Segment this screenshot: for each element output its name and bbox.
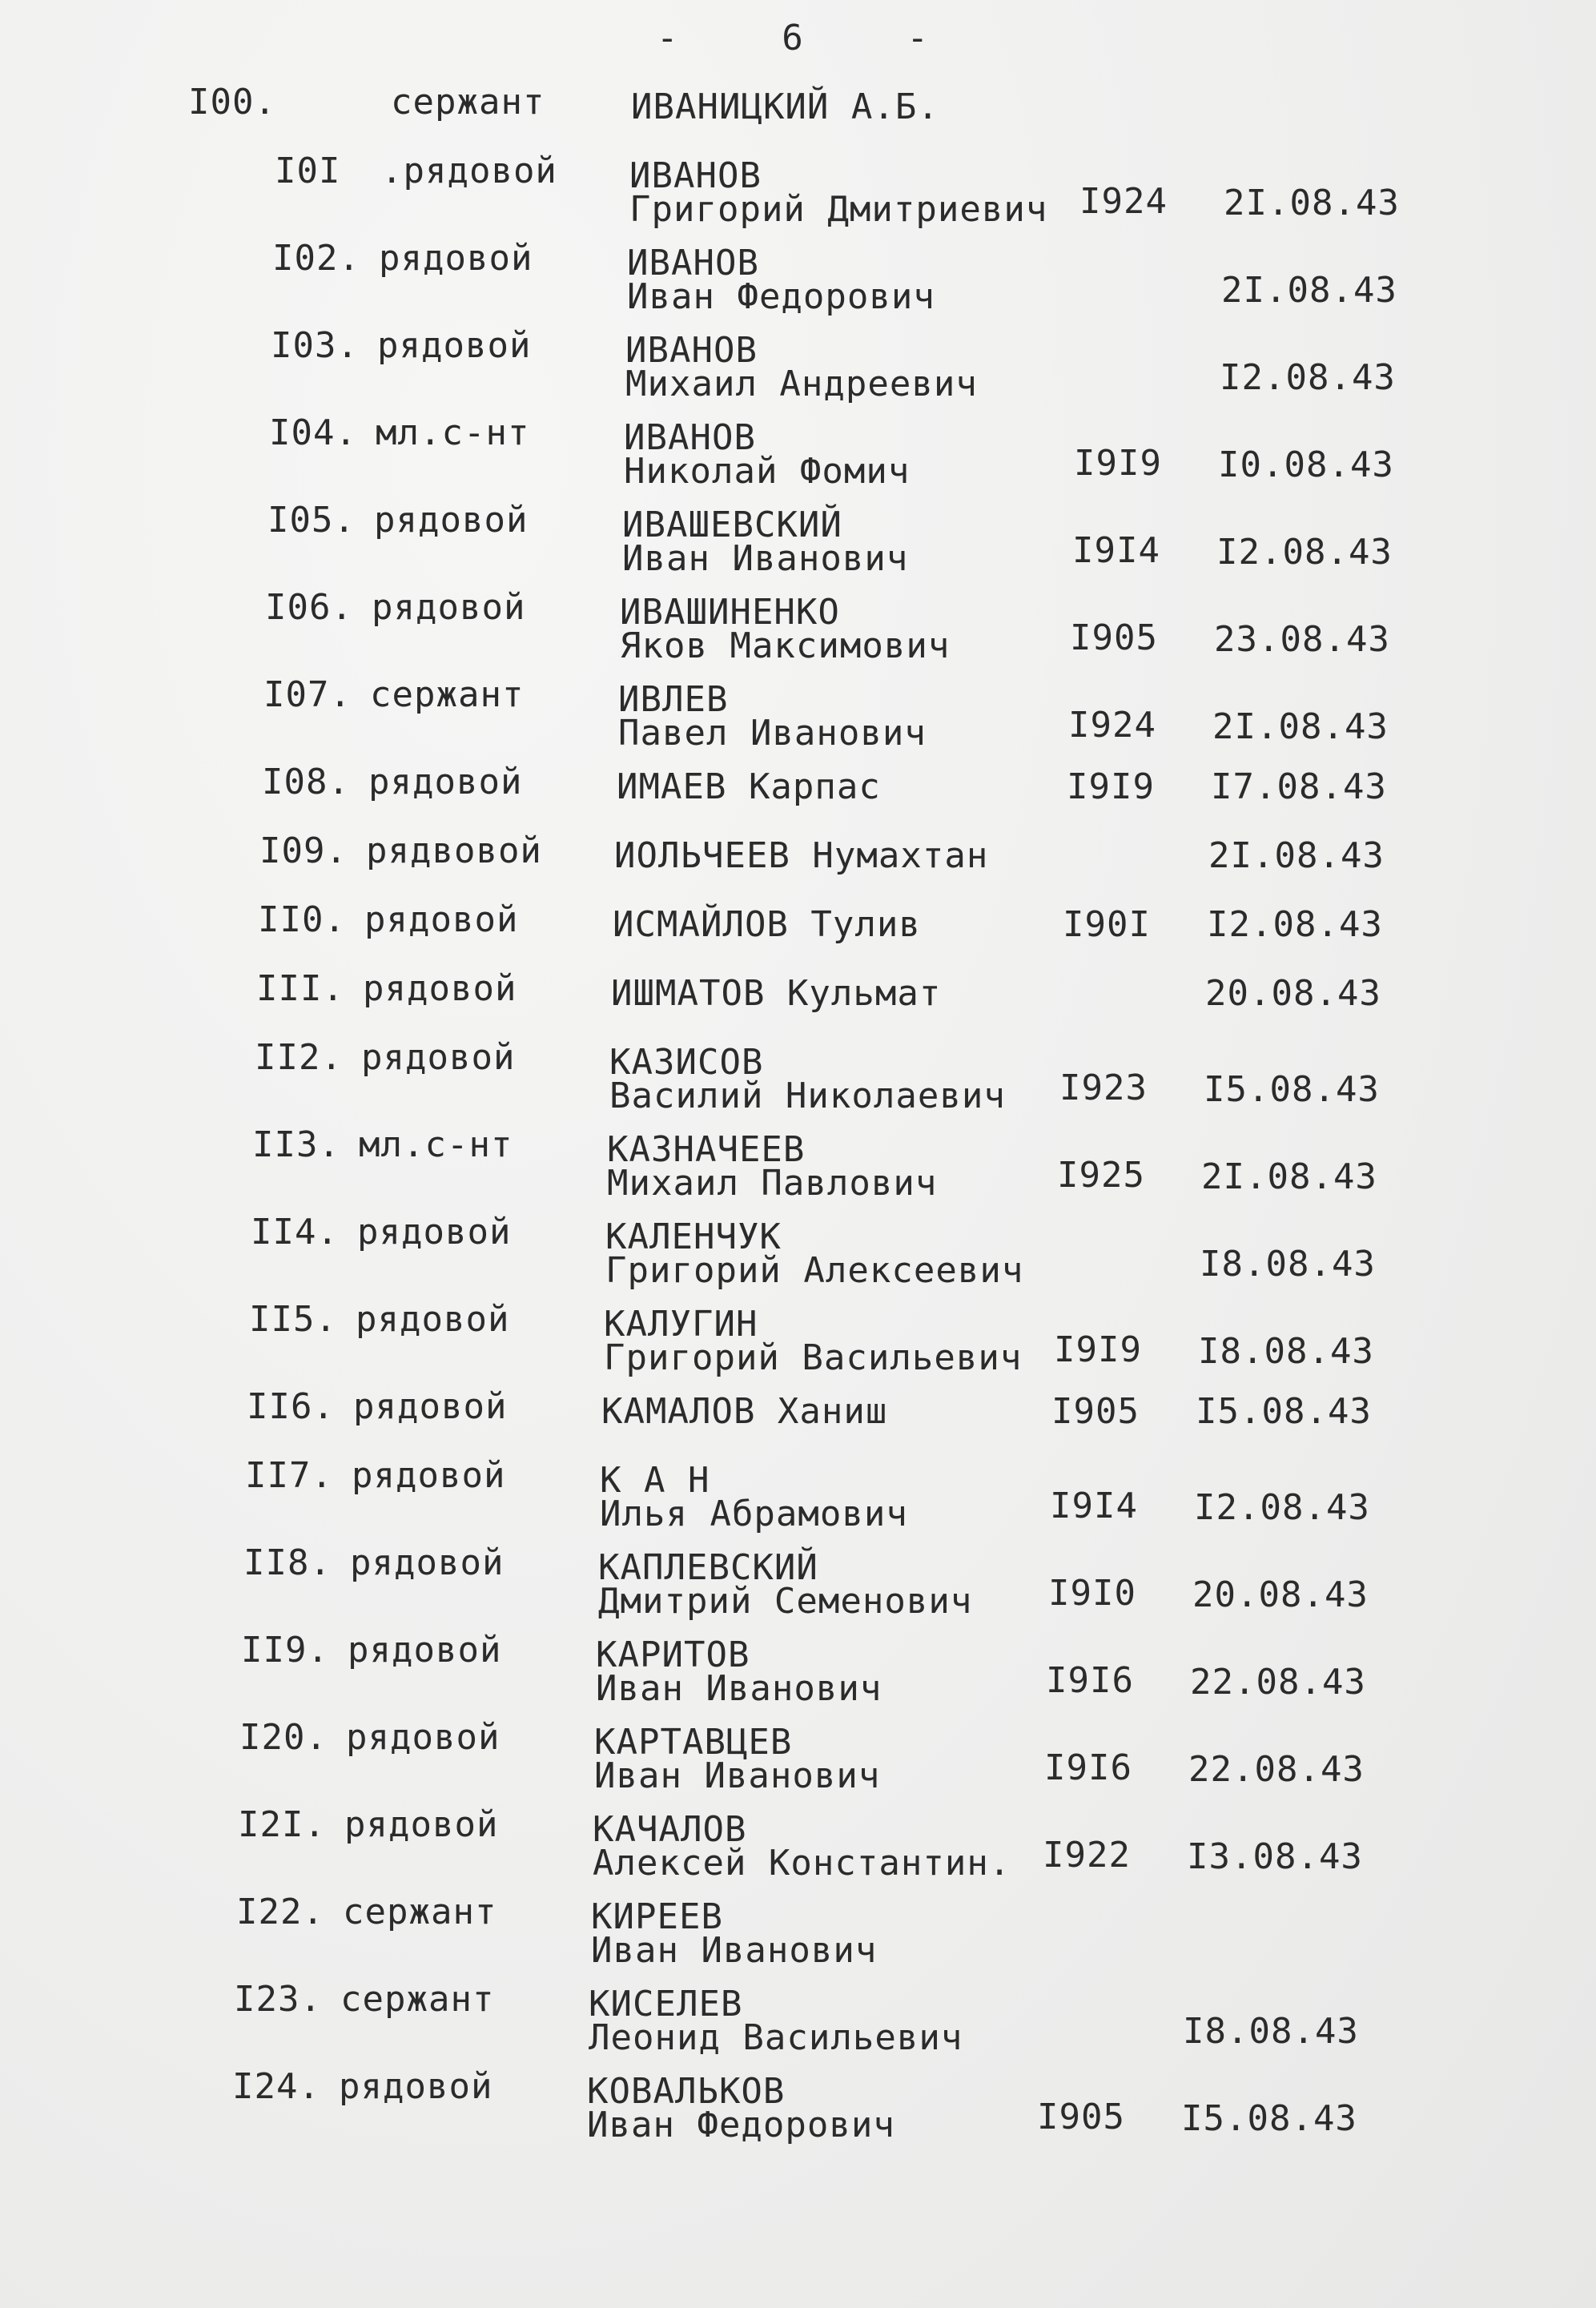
- entry-birth-year: I924: [1079, 181, 1168, 222]
- entry-date: I5.08.43: [1196, 1391, 1372, 1432]
- entry-birth-year: I90I: [1063, 904, 1151, 945]
- entry-date: 2I.08.43: [1212, 706, 1389, 747]
- entry-given-name: Иван Иванович: [594, 1755, 881, 1796]
- entry-rank: рядовой: [348, 1630, 502, 1671]
- entry-surname: КИРЕЕВ: [591, 1896, 723, 1937]
- entry-number: I0I: [275, 151, 341, 191]
- entry-surname: КАПЛЕВСКИЙ: [598, 1547, 818, 1588]
- entry-date: I7.08.43: [1211, 766, 1387, 807]
- entry-date: I0.08.43: [1218, 444, 1394, 485]
- entry-rank: рядовой: [377, 325, 532, 366]
- entry-date: I2.08.43: [1216, 532, 1393, 573]
- personnel-list: [0, 72, 1596, 2144]
- entry-rank: рядовой: [352, 1455, 506, 1496]
- list-item: [0, 141, 1596, 228]
- entry-given-name: Павел Иванович: [618, 713, 927, 754]
- list-item: [0, 1202, 1596, 1289]
- entry-surname: ИМАЕВ Карпас: [617, 766, 881, 807]
- entry-rank: рядовой: [372, 587, 526, 628]
- entry-surname: ИВАНОВ: [624, 417, 756, 458]
- list-item: [0, 1446, 1596, 1533]
- entry-rank: рядовой: [364, 899, 519, 940]
- entry-birth-year: I9I0: [1048, 1573, 1136, 1614]
- list-item: [0, 1289, 1596, 1377]
- entry-date: 22.08.43: [1190, 1662, 1366, 1703]
- entry-number: II3.: [252, 1124, 340, 1165]
- entry-number: I05.: [267, 500, 356, 541]
- entry-surname: КАЧАЛОВ: [593, 1809, 747, 1850]
- list-item: [0, 1707, 1596, 1795]
- entry-number: I20.: [239, 1717, 328, 1758]
- entry-birth-year: I905: [1037, 2097, 1125, 2137]
- list-item: [0, 316, 1596, 403]
- entry-surname: ИВАШИНЕНКО: [620, 592, 840, 633]
- entry-date: 2I.08.43: [1221, 270, 1397, 311]
- page-header: [657, 18, 929, 58]
- entry-number: II7.: [245, 1455, 333, 1496]
- entry-given-name: Дмитрий Семенович: [598, 1581, 973, 1622]
- entry-rank: рядовой: [344, 1804, 499, 1845]
- entry-surname: КАЗИСОВ: [609, 1042, 764, 1083]
- entry-surname: ИВАШЕВСКИЙ: [622, 505, 842, 545]
- entry-date: I5.08.43: [1181, 2098, 1357, 2139]
- entry-given-name: Иван Иванович: [596, 1668, 882, 1709]
- entry-date: 2I.08.43: [1208, 835, 1385, 876]
- entry-number: III.: [256, 968, 344, 1009]
- entry-birth-year: I905: [1070, 617, 1158, 658]
- entry-rank: рядовой: [363, 968, 517, 1009]
- entry-number: I04.: [269, 412, 357, 453]
- list-item: [0, 490, 1596, 577]
- list-item: [0, 665, 1596, 752]
- entry-birth-year: I9I4: [1050, 1486, 1138, 1526]
- entry-date: I3.08.43: [1187, 1836, 1363, 1877]
- entry-given-name: Алексей Константин.: [593, 1843, 1011, 1884]
- entry-rank: рядовой: [361, 1037, 516, 1078]
- entry-number: II4.: [251, 1212, 339, 1253]
- entry-birth-year: I9I6: [1046, 1660, 1134, 1701]
- entry-rank: мл.с-нт: [376, 412, 530, 453]
- entry-rank: сержант: [391, 82, 545, 123]
- entry-birth-year: I9I6: [1044, 1747, 1132, 1788]
- entry-date: I8.08.43: [1183, 2011, 1359, 2052]
- entry-rank: рядовой: [379, 238, 533, 279]
- page-number: 6: [782, 18, 804, 58]
- entry-birth-year: I9I9: [1054, 1329, 1142, 1370]
- entry-rank: мл.с-нт: [359, 1124, 513, 1165]
- entry-birth-year: I9I9: [1067, 766, 1155, 807]
- list-item: [0, 1795, 1596, 1882]
- list-item: [0, 1882, 1596, 1969]
- entry-birth-year: I922: [1043, 1835, 1131, 1876]
- entry-number: I08.: [262, 762, 350, 802]
- entry-birth-year: I9I4: [1072, 530, 1160, 571]
- entry-number: I09.: [259, 830, 348, 871]
- entry-date: I2.08.43: [1220, 357, 1396, 398]
- entry-rank: рядовой: [346, 1717, 501, 1758]
- list-item: [0, 1377, 1596, 1446]
- entry-date: 23.08.43: [1214, 619, 1390, 660]
- entry-surname: ИВАНОВ: [629, 155, 762, 196]
- entry-number: I02.: [272, 238, 360, 279]
- entry-surname: КОВАЛЬКОВ: [587, 2071, 786, 2112]
- entry-rank: .рядовой: [381, 151, 557, 191]
- entry-surname: КАМАЛОВ Ханиш: [601, 1391, 888, 1432]
- entry-number: II2.: [255, 1037, 343, 1078]
- entry-surname: ИОЛЬЧЕЕВ Нумахтан: [614, 835, 989, 876]
- entry-date: 22.08.43: [1188, 1749, 1365, 1790]
- entry-number: I07.: [263, 674, 352, 715]
- list-item: [0, 1969, 1596, 2057]
- entry-number: I03.: [271, 325, 359, 366]
- entry-given-name: Михаил Андреевич: [625, 364, 978, 404]
- entry-given-name: Иван Иванович: [622, 538, 909, 579]
- entry-rank: рядовой: [356, 1299, 510, 1340]
- entry-number: II8.: [243, 1542, 332, 1583]
- entry-number: I2I.: [238, 1804, 326, 1845]
- entry-surname: КАЛЕНЧУК: [605, 1216, 782, 1257]
- entry-birth-year: I924: [1068, 705, 1156, 746]
- entry-number: I24.: [232, 2066, 320, 2107]
- entry-rank: сержант: [370, 674, 525, 715]
- entry-rank: рядовой: [368, 762, 523, 802]
- entry-given-name: Илья Абрамович: [600, 1494, 908, 1534]
- list-item: [0, 890, 1596, 959]
- entry-date: I8.08.43: [1200, 1244, 1376, 1285]
- entry-surname: ИСМАЙЛОВ Тулив: [613, 904, 921, 945]
- entry-birth-year: I9I9: [1074, 443, 1162, 484]
- entry-date: 2I.08.43: [1224, 183, 1400, 223]
- entry-surname: ИВАНОВ: [627, 243, 759, 283]
- entry-surname: ИШМАТОВ Кульмат: [611, 973, 942, 1014]
- entry-surname: КИСЕЛЕВ: [589, 1984, 743, 2025]
- entry-rank: сержант: [343, 1892, 497, 1932]
- entry-given-name: Григорий Дмитриевич: [629, 189, 1048, 230]
- entry-rank: сержант: [340, 1979, 495, 2020]
- entry-birth-year: I923: [1059, 1068, 1148, 1108]
- entry-rank: рядовой: [357, 1212, 512, 1253]
- list-item: [0, 1620, 1596, 1707]
- entry-surname: ИВАНИЦКИЙ А.Б.: [631, 86, 939, 127]
- entry-surname: КАРИТОВ: [596, 1634, 750, 1675]
- entry-given-name: Николай Фомич: [624, 451, 911, 492]
- entry-date: I2.08.43: [1207, 904, 1383, 945]
- list-item: [0, 821, 1596, 890]
- list-item: [0, 72, 1596, 141]
- entry-number: II0.: [258, 899, 346, 940]
- entry-number: I00.: [188, 82, 276, 123]
- entry-rank: рядовой: [374, 500, 529, 541]
- entry-date: I5.08.43: [1204, 1069, 1380, 1110]
- list-item: [0, 752, 1596, 821]
- entry-surname: КАЗНАЧЕЕВ: [607, 1129, 806, 1170]
- list-item: [0, 2057, 1596, 2144]
- list-item: [0, 228, 1596, 316]
- entry-birth-year: I925: [1057, 1155, 1145, 1196]
- entry-number: II9.: [241, 1630, 329, 1671]
- entry-rank: рядвовой: [366, 830, 542, 871]
- entry-surname: К А Н: [600, 1460, 710, 1501]
- entry-number: I22.: [236, 1892, 324, 1932]
- list-item: [0, 403, 1596, 490]
- entry-given-name: Иван Федорович: [587, 2105, 895, 2145]
- entry-given-name: Михаил Павлович: [607, 1163, 938, 1204]
- entry-rank: рядовой: [339, 2066, 493, 2107]
- entry-rank: рядовой: [353, 1386, 508, 1427]
- header-dash-right: -: [907, 18, 929, 58]
- entry-rank: рядовой: [350, 1542, 505, 1583]
- entry-surname: КАЛУГИН: [604, 1304, 758, 1345]
- entry-given-name: Леонид Васильевич: [589, 2017, 963, 2058]
- entry-surname: КАРТАВЦЕВ: [594, 1722, 793, 1763]
- entry-date: I8.08.43: [1198, 1331, 1374, 1372]
- entry-given-name: Григорий Васильевич: [604, 1337, 1023, 1378]
- entry-date: 20.08.43: [1205, 973, 1381, 1014]
- entry-surname: ИВАНОВ: [625, 330, 758, 371]
- list-item: [0, 577, 1596, 665]
- entry-surname: ИВЛЕВ: [618, 679, 729, 720]
- entry-given-name: Василий Николаевич: [609, 1076, 1006, 1116]
- entry-given-name: Иван Иванович: [591, 1930, 878, 1971]
- entry-date: 20.08.43: [1192, 1574, 1369, 1615]
- list-item: [0, 959, 1596, 1027]
- entry-given-name: Григорий Алексеевич: [605, 1250, 1024, 1291]
- entry-number: I06.: [265, 587, 353, 628]
- entry-birth-year: I905: [1051, 1391, 1140, 1432]
- list-item: [0, 1027, 1596, 1115]
- entry-number: II6.: [247, 1386, 335, 1427]
- list-item: [0, 1115, 1596, 1202]
- entry-number: I23.: [234, 1979, 322, 2020]
- entry-given-name: Яков Максимович: [620, 625, 951, 666]
- entry-date: 2I.08.43: [1201, 1156, 1377, 1197]
- header-dash-left: -: [657, 18, 679, 58]
- entry-number: II5.: [249, 1299, 337, 1340]
- entry-date: I2.08.43: [1194, 1487, 1370, 1528]
- entry-given-name: Иван Федорович: [627, 276, 935, 317]
- list-item: [0, 1533, 1596, 1620]
